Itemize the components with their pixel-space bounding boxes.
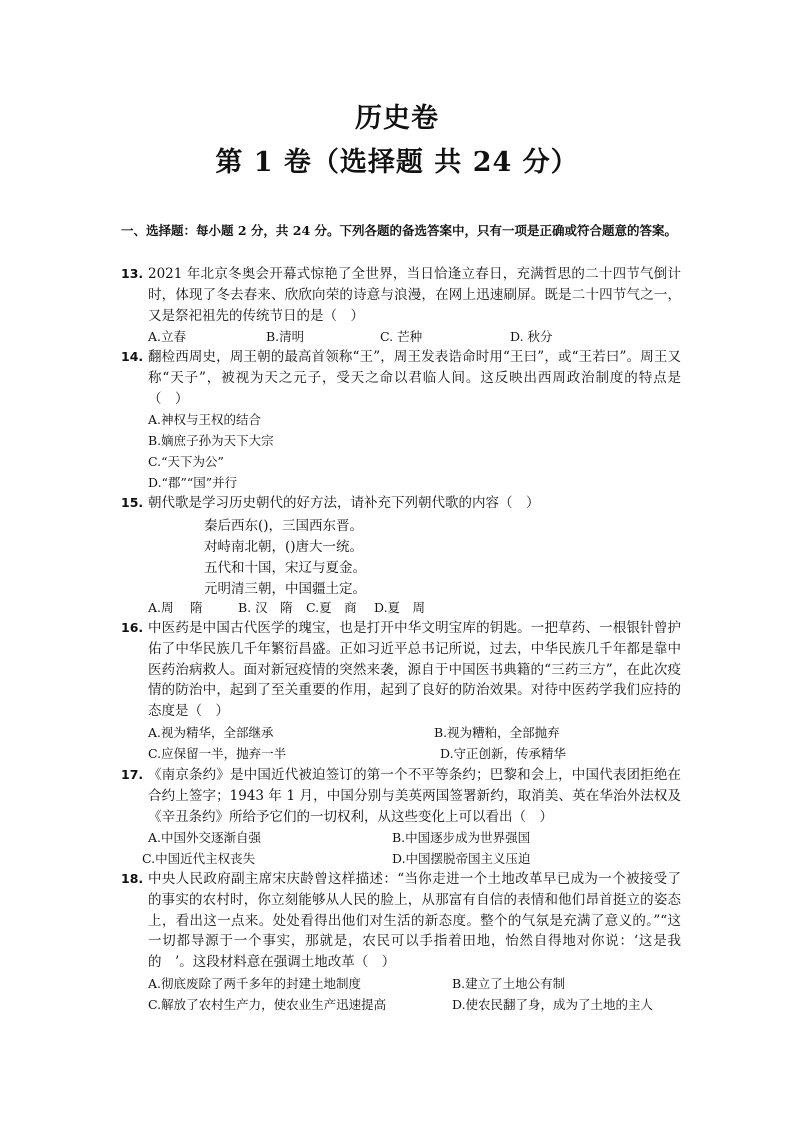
option-b: B. 汉 隋	[238, 600, 293, 615]
question-number: 17.	[121, 767, 144, 782]
question-text: 中医药是中国古代医学的瑰宝，也是打开中华文明宝库的钥匙。一把草药、一根银针曾护佑了中华民族几千年繁衍昌盛。正如习近平总书记所说，过去，中华民族几千年都是靠中医药治病救人。面对新冠疫情的突然来袭，源自于中国医书典籍的“三药三方”，在此次疫情的防治中，起到了至关重要的作用，起到了良好的防治效果。对待中医药学我们应持的态度是（ ）	[148, 620, 681, 720]
option-a: A.立春	[148, 329, 187, 344]
option-d: D.守正创新，传承精华	[440, 746, 567, 761]
question-number: 15.	[121, 495, 144, 510]
poem-line: 五代和十国，宋辽与夏金。	[204, 560, 366, 576]
question-18	[121, 869, 681, 973]
question-text: 《南京条约》是中国近代被迫签订的第一个不平等条约；巴黎和会上，中国代表团拒绝在合约上签字；1943 年 1 月，中国分别与美英两国签署新约，取消美、英在华治外法权及《辛丑条约》所给予它们的一切权利，从这些变化上可以看出（ ）	[148, 767, 681, 825]
option-c: C.应保留一半，抛弃一半	[148, 746, 287, 761]
option-d: D.“郡”“国”并行	[148, 475, 238, 490]
option-b: B.视为糟粕，全部抛弃	[434, 725, 560, 740]
option-b: B.嫡庶子孙为天下大宗	[148, 433, 274, 448]
question-15	[121, 493, 681, 514]
section-title: 第 1 卷（选择题 共 24 分）	[215, 147, 579, 178]
option-d: D.使农民翻了身，成为了土地的主人	[452, 997, 654, 1012]
option-d: D.夏 周	[374, 600, 426, 615]
option-c: C.“天下为公”	[148, 454, 224, 469]
question-text: 翻检西周史，周王朝的最高首领称“王”，周王发表诰命时用“王曰”，或“王若曰”。周王又称“天子”，被视为天之元子，受天之命以君临人间。这反映出西周政治制度的特点是（ ）	[148, 349, 681, 407]
poem-line: 对峙南北朝，()唐大一统。	[204, 539, 364, 555]
question-text: 中央人民政府副主席宋庆龄曾这样描述：“当你走进一个土地改革早已成为一个被接受了的事实的农村时，你立刻能够从人民的脸上，从那富有自信的表情和他们昂首挺立的姿态上，看出这一点来。处处看得出他们对生活的新态度。整个的气氛是充满了意义的。”“这一切都导源于一个事实，那就是，农民可以手指着田地，怡然自得地对你说：‘这是我的 ’。这段材料意在强调土地改革（ ）	[148, 871, 681, 971]
question-number: 14.	[121, 349, 144, 364]
section-instruction: 一、选择题：每小题 2 分，共 24 分。下列各题的备选答案中，只有一项是正确或符合题意的答案。	[121, 223, 678, 238]
option-c: C.中国近代主权丧失	[142, 851, 256, 866]
option-a: A.视为精华，全部继承	[148, 725, 274, 740]
poem-line: 秦后西东()，三国西东晋。	[204, 518, 364, 534]
option-a: A.神权与王权的结合	[148, 412, 262, 427]
question-text: 2021 年北京冬奥会开幕式惊艳了全世界，当日恰逢立春日，充满哲思的二十四节气倒计时，体现了冬去春来、欣欣向荣的诗意与浪漫，在网上迅速刷屏。既是二十四节气之一，又是祭祀祖先的传统节日的是（ ）	[148, 266, 681, 324]
option-d: D. 秋分	[510, 329, 553, 344]
question-13	[121, 264, 681, 326]
option-b: B.清明	[266, 329, 305, 344]
question-number: 16.	[121, 620, 144, 635]
option-a: A.彻底废除了两千多年的封建土地制度	[148, 976, 362, 991]
option-c: C. 芒种	[380, 329, 423, 344]
option-d: D.中国摆脱帝国主义压迫	[392, 851, 531, 866]
question-text: 朝代歌是学习历史朝代的好方法，请补充下列朝代歌的内容（ ）	[148, 495, 540, 511]
poem-line: 元明清三朝，中国疆土定。	[204, 581, 366, 597]
paper-title: 历史卷	[355, 103, 439, 134]
question-16	[121, 618, 681, 722]
question-17	[121, 765, 681, 827]
question-number: 13.	[121, 266, 144, 281]
option-b: B.建立了土地公有制	[452, 976, 566, 991]
option-a: A.中国外交逐渐自强	[148, 830, 262, 845]
option-c: C.解放了农村生产力，使农业生产迅速提高	[148, 997, 387, 1012]
question-14	[121, 347, 681, 409]
option-c: C.夏 商	[306, 600, 357, 615]
option-b: B.中国逐步成为世界强国	[392, 830, 531, 845]
question-number: 18.	[121, 871, 144, 886]
option-a: A.周 隋	[148, 600, 203, 615]
